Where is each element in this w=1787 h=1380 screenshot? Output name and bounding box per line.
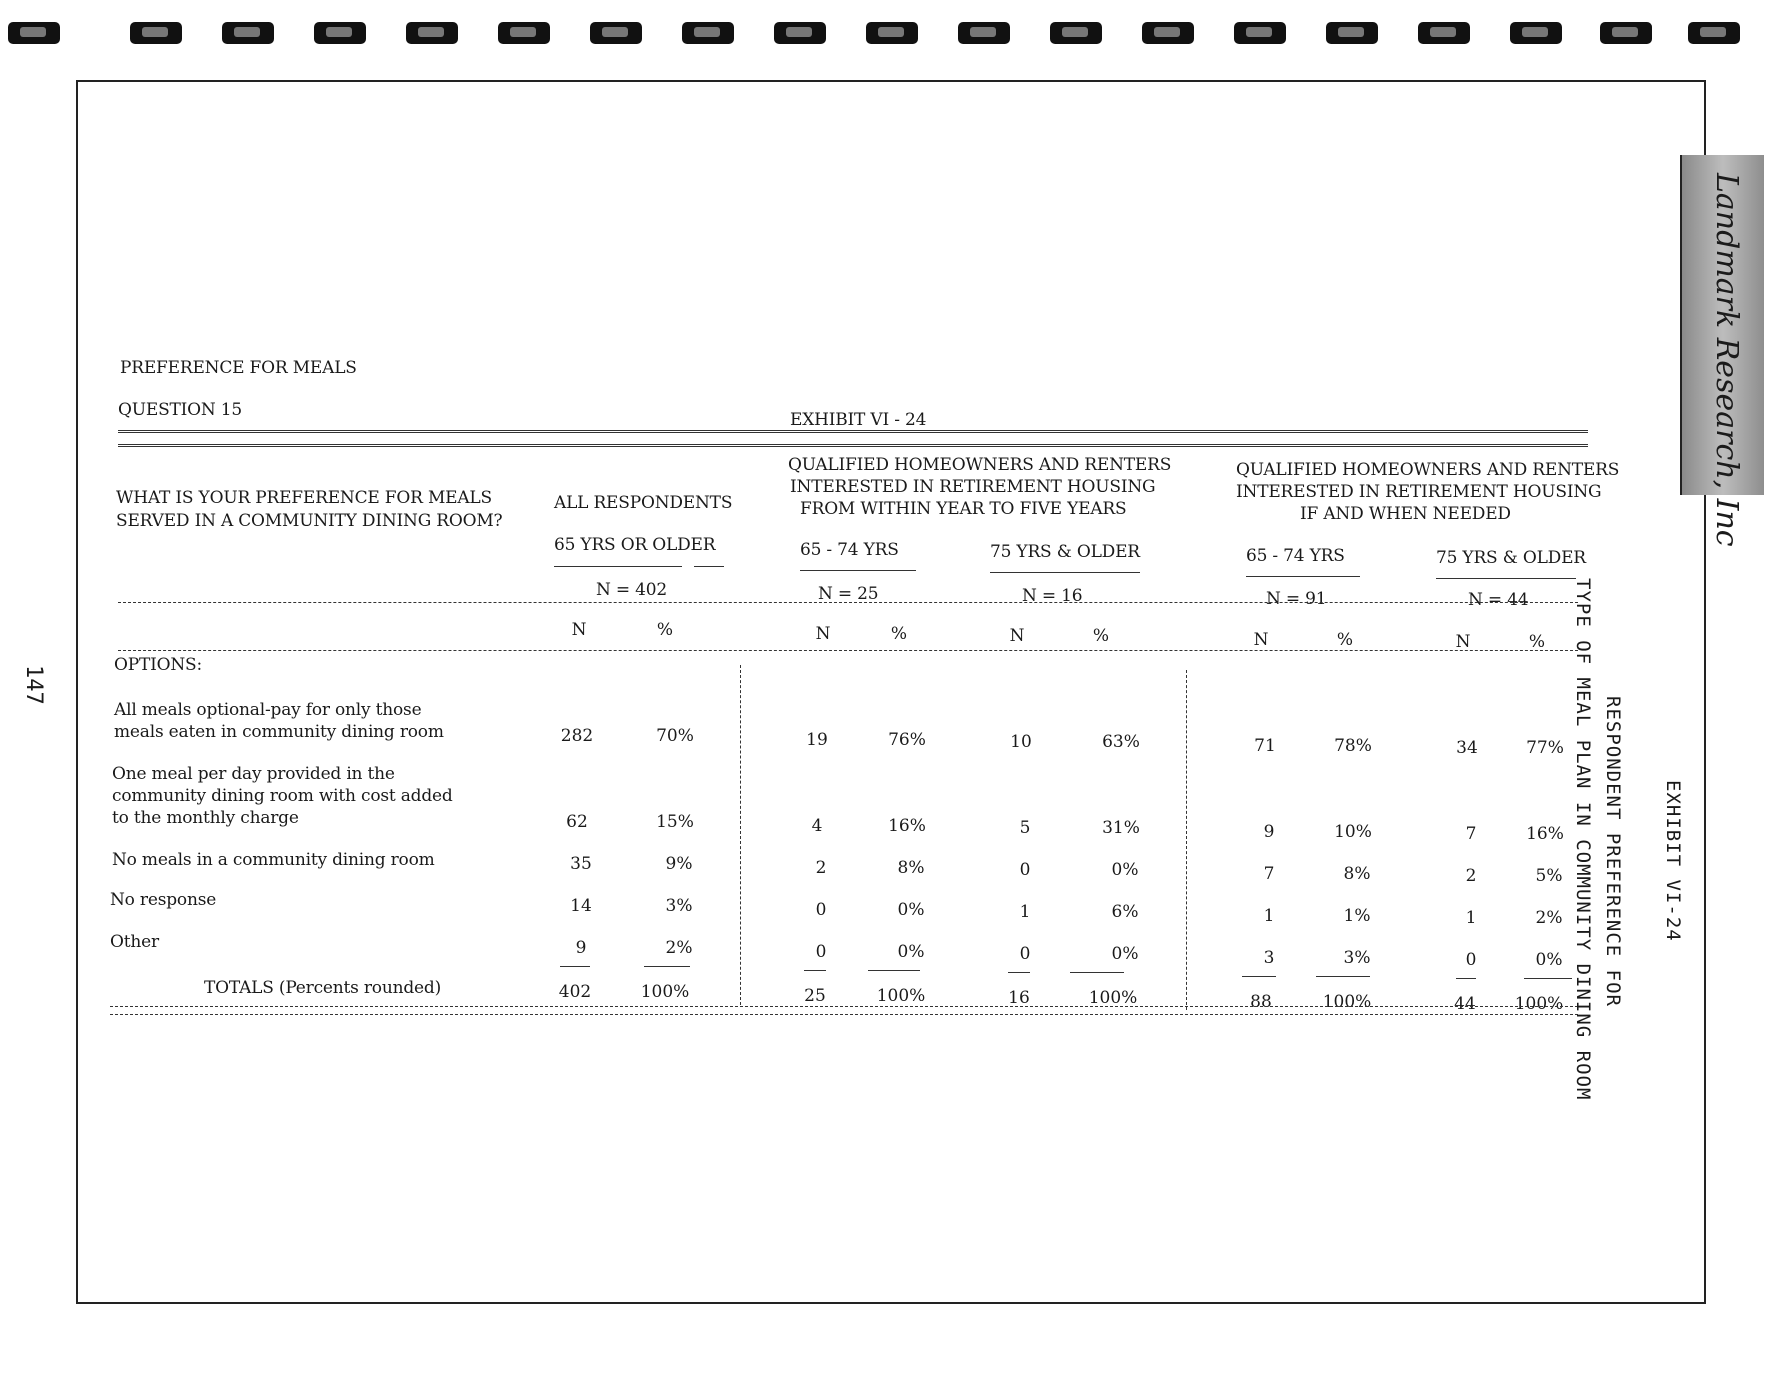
total-underline	[644, 966, 690, 967]
binder-hole	[314, 22, 366, 44]
binder-hole	[774, 22, 826, 44]
cell-pct: 16%	[1526, 824, 1564, 844]
binder-hole	[590, 22, 642, 44]
total-n: 88	[1250, 992, 1272, 1012]
cell-pct: 2%	[1535, 908, 1563, 928]
cell-pct: 70%	[656, 726, 694, 746]
total-n: 402	[558, 982, 592, 1002]
cell-pct: 0%	[897, 900, 925, 920]
group-header-all: ALL RESPONDENTS	[554, 493, 733, 513]
col-header-pct: %	[1092, 626, 1110, 646]
cell-pct: 8%	[897, 858, 925, 878]
binder-hole	[222, 22, 274, 44]
option-label: to the monthly charge	[112, 808, 299, 828]
option-label: One meal per day provided in the	[112, 764, 395, 784]
col-header-n: N	[571, 620, 587, 640]
group-header-five: FROM WITHIN YEAR TO FIVE YEARS	[800, 499, 1127, 519]
cell-n: 9	[1263, 822, 1275, 842]
sample-size: N = 402	[596, 580, 667, 600]
option-label: No response	[110, 890, 217, 910]
cell-pct: 31%	[1102, 818, 1140, 838]
total-underline	[1524, 978, 1572, 979]
cell-n: 0	[815, 942, 827, 962]
binder-hole	[1418, 22, 1470, 44]
cell-pct: 16%	[888, 816, 926, 836]
double-rule	[118, 430, 1588, 433]
cell-n: 4	[811, 816, 823, 836]
cell-pct: 1%	[1343, 906, 1371, 926]
cell-pct: 77%	[1526, 738, 1564, 758]
cell-pct: 76%	[888, 730, 926, 750]
binder-hole	[130, 22, 182, 44]
exhibit-label: EXHIBIT VI - 24	[790, 410, 927, 430]
option-label: community dining room with cost added	[112, 786, 453, 806]
cell-n: 0	[1019, 860, 1031, 880]
binder-hole	[1234, 22, 1286, 44]
cell-n: 14	[570, 896, 592, 916]
cell-n: 7	[1465, 824, 1477, 844]
cell-n: 10	[1010, 732, 1032, 752]
options-label: OPTIONS:	[114, 655, 203, 675]
group-header-five: QUALIFIED HOMEOWNERS AND RENTERS	[788, 455, 1172, 475]
total-pct: 100%	[640, 982, 690, 1002]
side-exhibit-label: EXHIBIT VI-24	[1662, 780, 1684, 942]
cell-n: 19	[806, 730, 828, 750]
total-underline	[1008, 972, 1030, 973]
cell-pct: 9%	[665, 854, 693, 874]
column-divider	[740, 665, 741, 1005]
option-label: No meals in a community dining room	[112, 850, 435, 870]
binder-hole	[1050, 22, 1102, 44]
binder-hole	[406, 22, 458, 44]
total-pct: 100%	[1322, 992, 1372, 1012]
underline	[1436, 578, 1576, 579]
page-frame	[76, 80, 1706, 1304]
dashed-rule	[118, 650, 1578, 651]
binder-holes	[0, 18, 1787, 48]
group-header-needed: QUALIFIED HOMEOWNERS AND RENTERS	[1236, 460, 1620, 480]
sample-size: N = 25	[818, 584, 879, 604]
document-title: PREFERENCE FOR MEALS	[120, 358, 357, 378]
group-header-five: INTERESTED IN RETIREMENT HOUSING	[790, 477, 1156, 497]
dashed-rule	[110, 1006, 1578, 1007]
col-header-n: N	[1253, 630, 1269, 650]
cell-pct: 15%	[656, 812, 694, 832]
total-underline	[560, 966, 590, 967]
group-header-needed: IF AND WHEN NEEDED	[1300, 504, 1511, 524]
total-pct: 100%	[1514, 994, 1564, 1014]
cell-pct: 3%	[665, 896, 693, 916]
cell-n: 35	[570, 854, 592, 874]
subgroup-label: 65 - 74 YRS	[800, 540, 899, 560]
cell-n: 34	[1456, 738, 1478, 758]
double-rule	[118, 444, 1588, 447]
cell-n: 7	[1263, 864, 1275, 884]
total-n: 16	[1008, 988, 1030, 1008]
sample-size: N = 91	[1266, 589, 1327, 609]
binder-hole	[1326, 22, 1378, 44]
total-pct: 100%	[876, 986, 926, 1006]
total-underline	[1316, 976, 1370, 977]
cell-n: 9	[575, 938, 587, 958]
cell-pct: 0%	[1111, 860, 1139, 880]
underline	[1246, 576, 1360, 577]
binder-hole	[682, 22, 734, 44]
subgroup-label: 65 YRS OR OLDER	[554, 535, 716, 555]
underline	[694, 566, 724, 567]
cell-pct: 10%	[1334, 822, 1372, 842]
question-number: QUESTION 15	[118, 400, 243, 420]
cell-pct: 6%	[1111, 902, 1139, 922]
side-title: RESPONDENT PREFERENCE FOR	[1602, 696, 1624, 1007]
cell-pct: 0%	[1535, 950, 1563, 970]
group-header-needed: INTERESTED IN RETIREMENT HOUSING	[1236, 482, 1602, 502]
total-underline	[1456, 978, 1476, 979]
total-n: 44	[1454, 994, 1476, 1014]
company-seal	[1680, 155, 1764, 547]
col-header-n: N	[1455, 632, 1471, 652]
total-n: 25	[804, 986, 826, 1006]
subgroup-label: 65 - 74 YRS	[1246, 546, 1345, 566]
total-underline	[1070, 972, 1124, 973]
total-underline	[868, 970, 920, 971]
binder-hole	[1510, 22, 1562, 44]
binder-hole	[1688, 22, 1740, 44]
underline	[990, 572, 1140, 573]
col-header-pct: %	[1336, 630, 1354, 650]
underline	[554, 566, 682, 567]
cell-n: 0	[1019, 944, 1031, 964]
option-label: All meals optional-pay for only those	[114, 700, 422, 720]
col-header-n: N	[815, 624, 831, 644]
dashed-rule	[110, 1014, 1578, 1015]
dashed-rule	[118, 602, 1578, 603]
col-header-pct: %	[890, 624, 908, 644]
cell-n: 62	[566, 812, 588, 832]
cell-n: 2	[1465, 866, 1477, 886]
side-title: TYPE OF MEAL PLAN IN COMMUNITY DINING ROOM	[1572, 578, 1594, 1101]
cell-pct: 0%	[897, 942, 925, 962]
binder-hole	[1600, 22, 1652, 44]
totals-label: TOTALS (Percents rounded)	[204, 978, 442, 998]
sample-size: N = 44	[1468, 590, 1529, 610]
cell-pct: 0%	[1111, 944, 1139, 964]
cell-pct: 78%	[1334, 736, 1372, 756]
option-label: meals eaten in community dining room	[114, 722, 444, 742]
option-label: Other	[110, 932, 159, 952]
cell-pct: 63%	[1102, 732, 1140, 752]
cell-n: 5	[1019, 818, 1031, 838]
column-divider	[1186, 670, 1187, 1010]
cell-n: 0	[815, 900, 827, 920]
col-header-n: N	[1009, 626, 1025, 646]
total-underline	[804, 970, 826, 971]
col-header-pct: %	[656, 620, 674, 640]
total-pct: 100%	[1088, 988, 1138, 1008]
sample-size: N = 16	[1022, 586, 1083, 606]
cell-pct: 3%	[1343, 948, 1371, 968]
binder-hole	[866, 22, 918, 44]
total-underline	[1242, 976, 1276, 977]
binder-hole	[498, 22, 550, 44]
question-text-line: SERVED IN A COMMUNITY DINING ROOM?	[116, 511, 503, 531]
cell-n: 1	[1263, 906, 1275, 926]
subgroup-label: 75 YRS & OLDER	[990, 542, 1140, 562]
page-number: 147	[21, 665, 46, 705]
cell-n: 71	[1254, 736, 1276, 756]
cell-n: 0	[1465, 950, 1477, 970]
seal-text: Landmark Research, Inc	[1709, 173, 1744, 547]
subgroup-label: 75 YRS & OLDER	[1436, 548, 1586, 568]
underline	[800, 570, 916, 571]
question-text-line: WHAT IS YOUR PREFERENCE FOR MEALS	[116, 488, 492, 508]
cell-n: 1	[1019, 902, 1031, 922]
cell-pct: 2%	[665, 938, 693, 958]
binder-hole	[958, 22, 1010, 44]
cell-n: 3	[1263, 948, 1275, 968]
cell-n: 282	[560, 726, 594, 746]
cell-pct: 8%	[1343, 864, 1371, 884]
binder-hole	[8, 22, 60, 44]
cell-n: 1	[1465, 908, 1477, 928]
cell-pct: 5%	[1535, 866, 1563, 886]
cell-n: 2	[815, 858, 827, 878]
binder-hole	[1142, 22, 1194, 44]
col-header-pct: %	[1528, 632, 1546, 652]
